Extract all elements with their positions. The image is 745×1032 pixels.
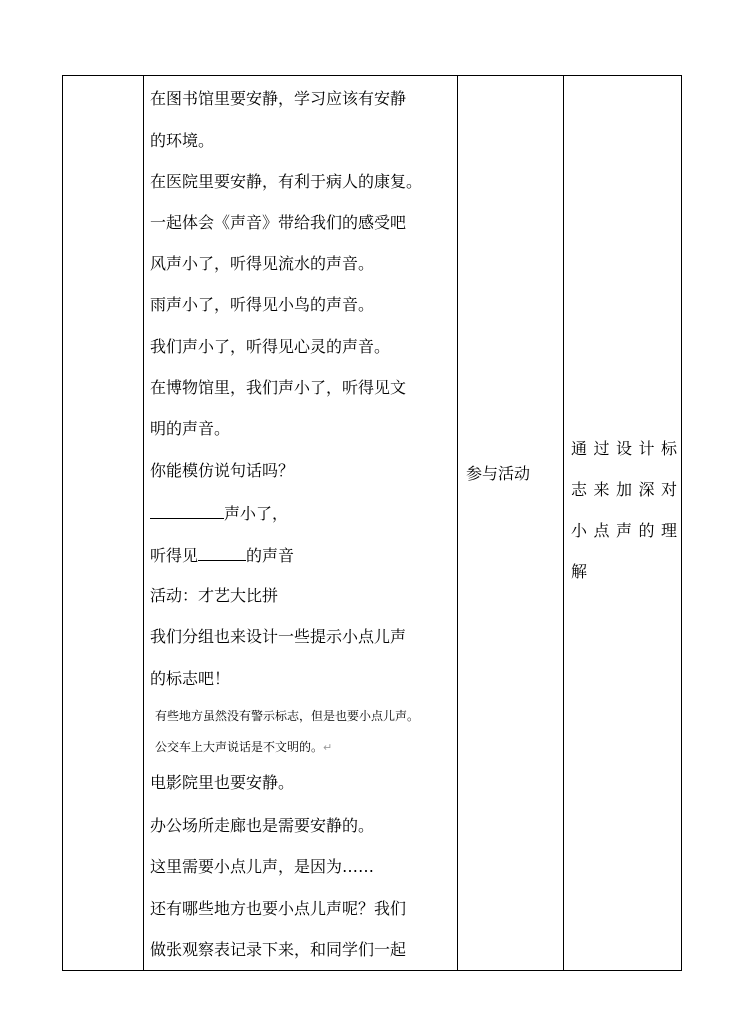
small-note-line: 有些地方虽然没有警示标志，但是也要小点儿声。	[155, 709, 420, 723]
note-text: 公交车上大声说话是不文明的。	[155, 740, 324, 754]
content-line: 电影院里也要安静。	[150, 773, 295, 792]
content-line: 风声小了，听得见流水的声音。	[150, 254, 375, 273]
column-divider	[143, 76, 144, 970]
design-intent-cell	[571, 428, 677, 592]
intent-line: 通 过 设 计 标	[571, 439, 677, 458]
intent-line: 小 点 声 的 理	[571, 521, 677, 540]
fill-blank-sentence-1	[150, 502, 288, 524]
content-line: 在图书馆里要安静，学习应该有安静	[150, 89, 407, 108]
content-line: 做张观察表记录下来，和同学们一起	[150, 940, 407, 959]
fill-text: 的声音	[246, 546, 295, 565]
content-line: 一起体会《声音》带给我们的感受吧	[150, 213, 407, 232]
content-line: 我们声小了，听得见心灵的声音。	[150, 337, 391, 356]
content-line: 雨声小了，听得见小鸟的声音。	[150, 295, 375, 314]
content-line: 明的声音。	[150, 419, 231, 438]
content-line: 你能模仿说句话吗？	[150, 461, 295, 480]
intent-line: 解	[571, 562, 588, 581]
column-divider	[563, 76, 564, 970]
content-line: 还有哪些地方也要小点儿声呢？我们	[150, 899, 407, 918]
paragraph-mark-icon: ↵	[323, 741, 333, 754]
student-activity-cell: 参与活动	[466, 464, 531, 483]
small-note-line	[155, 737, 332, 758]
content-line: 在博物馆里，我们声小了，听得见文	[150, 378, 407, 397]
column-divider	[457, 76, 458, 970]
content-line: 的环境。	[150, 131, 215, 150]
lesson-table	[62, 75, 682, 971]
content-line: 这里需要小点儿声，是因为……	[150, 857, 375, 876]
content-line: 的标志吧！	[150, 669, 231, 688]
fill-text: 听得见	[150, 546, 199, 565]
intent-line: 志 来 加 深 对	[571, 480, 677, 499]
content-line: 活动：才艺大比拼	[150, 586, 279, 605]
fill-text: 声小了，	[224, 504, 289, 523]
content-line: 我们分组也来设计一些提示小点儿声	[150, 627, 407, 646]
blank-line	[150, 502, 224, 519]
blank-line	[198, 544, 246, 561]
content-line: 在医院里要安静，有利于病人的康复。	[150, 172, 423, 191]
fill-blank-sentence-2	[150, 544, 294, 566]
content-line: 办公场所走廊也是需要安静的。	[150, 816, 375, 835]
